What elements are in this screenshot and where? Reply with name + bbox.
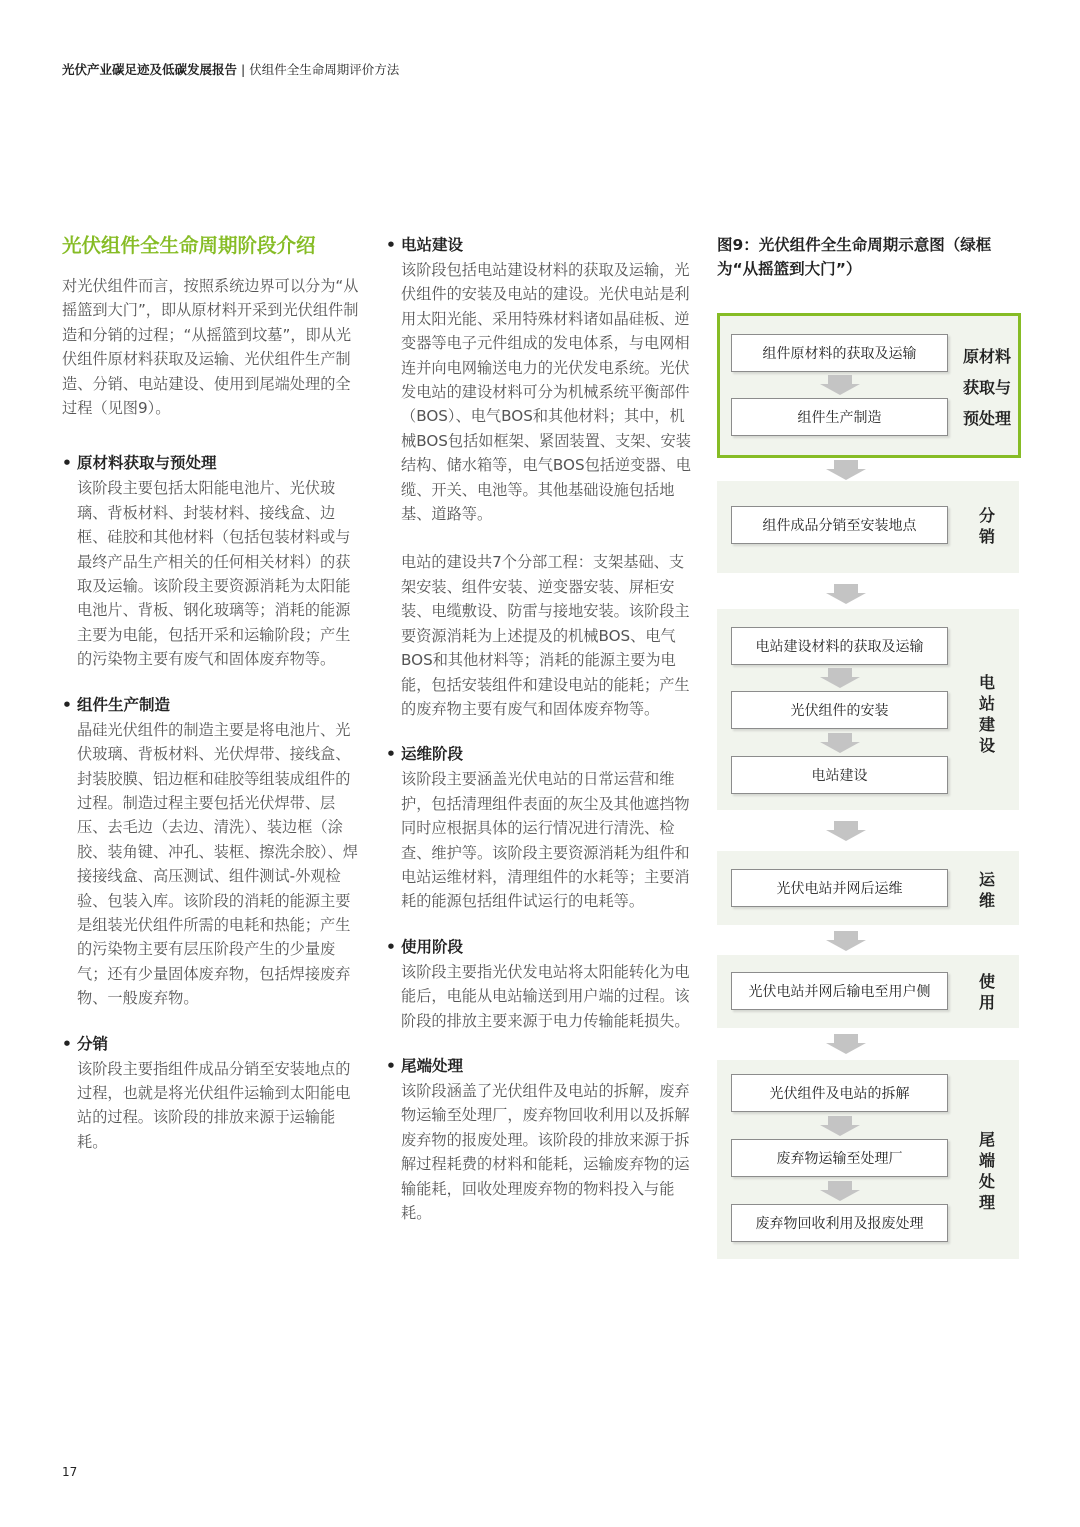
flow-step-box: 光伏组件及电站的拆解	[731, 1074, 948, 1112]
flow-step-box: 光伏组件的安装	[731, 691, 948, 729]
stage-item-body: 该阶段主要涵盖光伏电站的日常运营和维护，包括清理组件表面的灰尘及其他遮挡物同时应根据具体的运行情况进行清洗、检查、维护等。该阶段主要资源消耗为组件和电站运维材料，清理组件的水耗等；主要消耗的能源包括组件试运行的电耗等。	[401, 770, 690, 911]
down-arrow-icon	[820, 1116, 860, 1136]
stage-label-use: 使 用	[978, 972, 995, 1012]
stage-item-use	[386, 934, 692, 1033]
stage-item-title: • 使用阶段	[386, 934, 692, 960]
down-arrow-icon	[820, 1181, 860, 1201]
stage-item-title: • 尾端处理	[386, 1053, 692, 1079]
down-arrow-icon	[826, 584, 866, 604]
stage-label-plant-construction: 电 站 建 设	[978, 673, 995, 755]
stage-label-distribution: 分 销	[978, 506, 995, 546]
down-arrow-icon	[820, 668, 860, 688]
stage-item-end-of-life	[386, 1053, 692, 1225]
bullet-icon: •	[62, 1034, 72, 1053]
bullet-icon: •	[386, 236, 396, 254]
stage-item-body: 该阶段包括电站建设材料的获取及运输，光伏组件的安装及电站的建设。光伏电站是利用太阳光能、采用特殊材料诸如晶硅板、逆变器等电子元件组成的发电体系，与电网相连并向电网输送电力的光伏发电系统。光伏发电站的建设材料可分为机械系统平衡部件（BOS）、电气BOS和其他材料；其中，机械BOS包括如框架、紧固装置、支架、安装结构、储水箱等，电气BOS包括逆变器、电缆、开关、电池等。其他基础设施包括地基、道路等。	[401, 261, 691, 524]
stage-item-title: • 原材料获取与预处理	[62, 450, 362, 476]
flow-step-box: 电站建设材料的获取及运输	[731, 627, 948, 665]
flow-step-box: 光伏电站并网后运维	[731, 869, 948, 907]
header-section-title: 伏组件全生命周期评价方法	[249, 62, 400, 77]
flow-step-box: 废弃物运输至处理厂	[731, 1139, 948, 1177]
section-title: 光伏组件全生命周期阶段介绍	[62, 234, 316, 257]
bullet-icon: •	[386, 1056, 396, 1075]
stage-item-body: 该阶段主要指组件成品分销至安装地点的过程，也就是将光伏组件运输到太阳能电站的过程。该阶段的排放来源于运输能耗。	[77, 1059, 351, 1151]
flow-step-box: 组件成品分销至安装地点	[731, 506, 948, 544]
stage-label-end-of-life: 尾 端 处 理	[978, 1130, 995, 1212]
stage-label-operation: 运 维	[978, 870, 995, 910]
stage-item-body: 该阶段主要包括太阳能电池片、光伏玻璃、背板材料、封装材料、接线盒、边框、硅胶和其他材料（包括包装材料或与最终产品生产相关的任何相关材料）的获取及运输。该阶段主要资源消耗为太阳能电池片、背板、钢化玻璃等；消耗的能源主要为电能，包括开采和运输阶段；产生的污染物主要有废气和固体废弃物等。	[77, 479, 351, 669]
stage-item-body: 该阶段主要指光伏发电站将太阳能转化为电能后，电能从电站输送到用户端的过程。该阶段的排放主要来源于电力传输能耗损失。	[401, 962, 690, 1030]
bullet-icon: •	[62, 454, 72, 473]
flow-step-box: 组件原材料的获取及运输	[731, 334, 948, 372]
down-arrow-icon	[826, 460, 866, 480]
stage-item-raw-materials	[62, 450, 362, 671]
header-separator: |	[241, 62, 246, 77]
stage-item-title: • 分销	[62, 1031, 362, 1057]
figure-title: 图9：光伏组件全生命周期示意图（绿框为“从摇篮到大门”）	[717, 236, 992, 278]
stage-item-body: 晶硅光伏组件的制造主要是将电池片、光伏玻璃、背板材料、光伏焊带、接线盒、封装胶膜、铝边框和硅胶等组装成组件的过程。制造过程主要包括光伏焊带、层压、去毛边（去边、清洗）、装边框（涂胶、装角键、冲孔、装框、擦洗余胶）、焊接接线盒、高压测试、组件测试-外观检验、包装入库。该阶段的消耗的能源主要是组装光伏组件所需的电耗和热能；产生的污染物主要有层压阶段产生的少量废气；还有少量固体废弃物，包括焊接废弃物、一般废弃物。	[77, 720, 358, 1008]
stage-item-title: • 组件生产制造	[62, 692, 362, 718]
stage-item-body: 该阶段涵盖了光伏组件及电站的拆解，废弃物运输至处理厂，废弃物回收利用以及拆解废弃物的报废处理。该阶段的排放来源于拆解过程耗费的材料和能耗，运输废弃物的运输能耗，回收处理废弃物的物料投入与能耗。	[401, 1081, 690, 1222]
stage-item-manufacturing	[62, 692, 362, 1011]
down-arrow-icon	[826, 1034, 866, 1054]
section-intro: 对光伏组件而言，按照系统边界可以分为“从摇篮到大门”，即从原材料开采到光伏组件制造和分销的过程；“从摇篮到坟墓”，即从光伏组件原材料获取及运输、光伏组件生产制造、分销、电站建设、使用到尾端处理的全过程（见图9）。	[62, 277, 359, 418]
flow-step-box: 组件生产制造	[731, 398, 948, 436]
down-arrow-icon	[820, 733, 860, 753]
text-column-middle	[386, 232, 692, 1245]
stage-item-title: • 电站建设	[386, 232, 692, 258]
stage-item-plant-construction	[386, 232, 692, 721]
down-arrow-icon	[826, 821, 866, 841]
page-number: 17	[62, 1465, 78, 1479]
stage-item-title: • 运维阶段	[386, 741, 692, 767]
down-arrow-icon	[826, 931, 866, 951]
stage-item-distribution	[62, 1031, 362, 1155]
flow-step-box: 光伏电站并网后输电至用户侧	[731, 972, 948, 1010]
bullet-icon: •	[386, 745, 396, 764]
stage-item-body: 电站的建设共7个分部工程：支架基础、支架安装、组件安装、逆变器安装、屏柜安装、电缆敷设、防雷与接地安装。该阶段主要资源消耗为上述提及的机械BOS、电气BOS和其他材料等；消耗的能源主要为电能，包括安装组件和建设电站的能耗；产生的废弃物主要有废气和固体废弃物等。	[401, 553, 690, 718]
bullet-icon: •	[386, 937, 396, 956]
down-arrow-icon	[820, 375, 860, 395]
stage-label-raw-materials: 原材料 获取与 预处理	[962, 347, 1011, 428]
text-column-left	[62, 232, 362, 1174]
flow-step-box: 电站建设	[731, 756, 948, 794]
report-title: 光伏产业碳足迹及低碳发展报告	[62, 62, 238, 77]
stage-item-operation-maintenance	[386, 741, 692, 913]
flow-step-box: 废弃物回收利用及报废处理	[731, 1204, 948, 1242]
running-header	[62, 60, 399, 78]
bullet-icon: •	[62, 695, 72, 714]
